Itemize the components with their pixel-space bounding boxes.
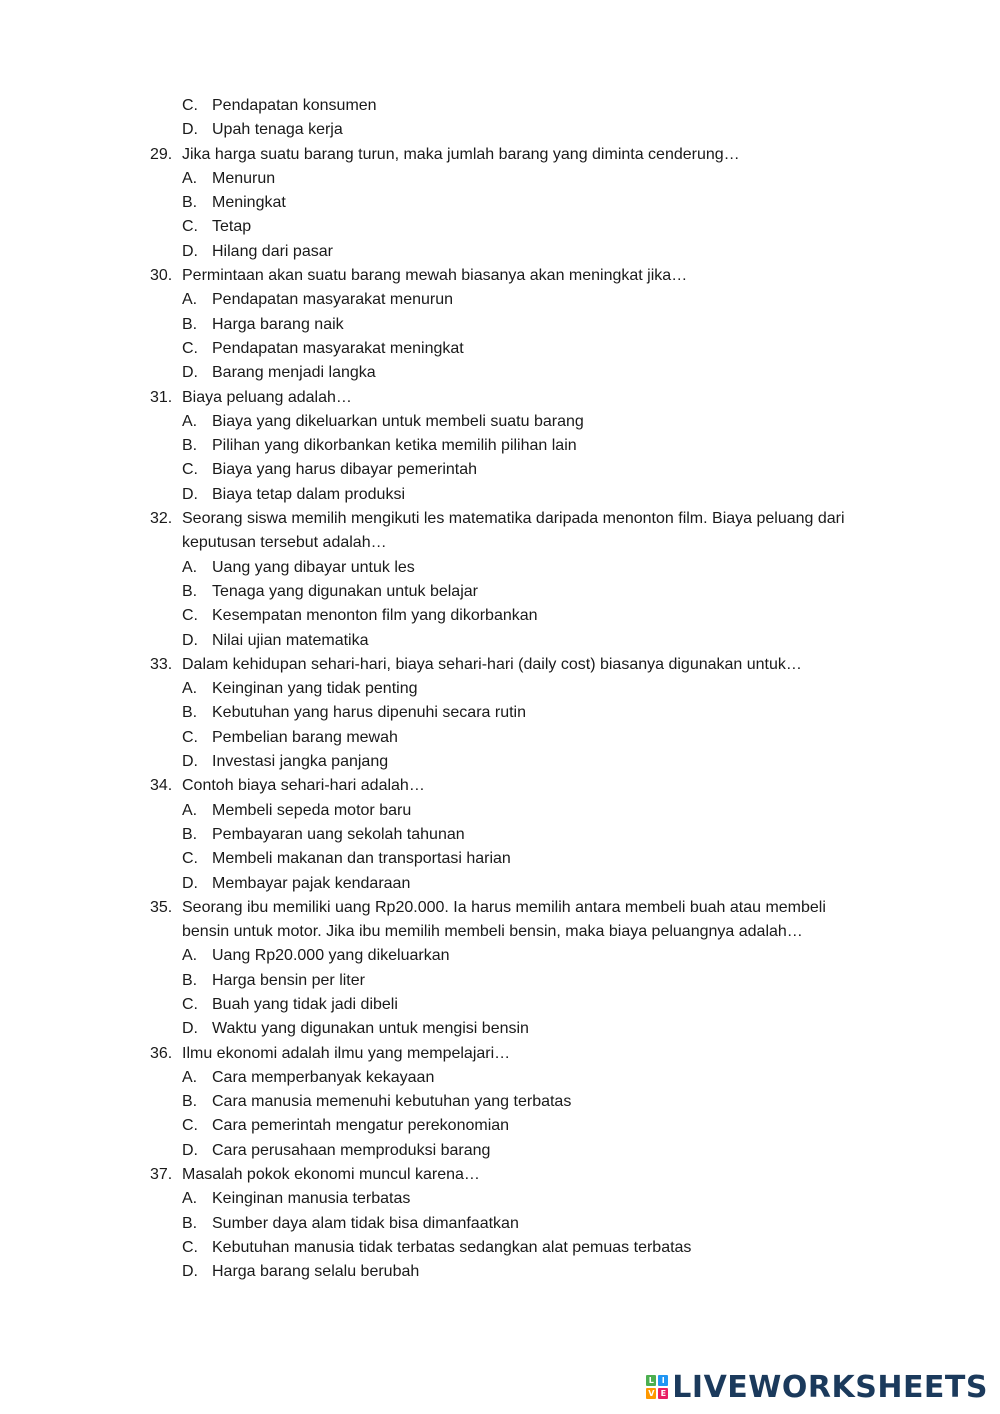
option-letter: C.: [182, 1117, 198, 1135]
option-letter: D.: [182, 242, 198, 260]
answer-option: [0, 629, 1000, 653]
option-text: Tetap: [212, 218, 252, 236]
answer-option: [0, 167, 1000, 191]
answer-option: [0, 483, 1000, 507]
option-text: Harga barang selalu berubah: [212, 1263, 420, 1281]
option-text: Pilihan yang dikorbankan ketika memilih pilihan lain: [212, 437, 577, 455]
answer-option: [0, 410, 1000, 434]
option-text: Cara manusia memenuhi kebutuhan yang terbatas: [212, 1093, 572, 1111]
answer-option: [0, 1017, 1000, 1041]
option-letter: D.: [182, 1020, 198, 1038]
option-text: Cara perusahaan memproduksi barang: [212, 1141, 491, 1159]
option-letter: B.: [182, 194, 198, 212]
question-text: keputusan tersebut adalah…: [182, 534, 387, 552]
option-letter: D.: [182, 753, 198, 771]
option-letter: A.: [182, 1190, 198, 1208]
option-text: Kesempatan menonton film yang dikorbankan: [212, 607, 538, 625]
question-text: Permintaan akan suatu barang mewah biasanya akan meningkat jika…: [182, 267, 688, 285]
answer-option: [0, 337, 1000, 361]
answer-option: [0, 94, 1000, 118]
question-continuation: [0, 920, 1000, 944]
option-text: Pendapatan konsumen: [212, 97, 377, 114]
question-text: Jika harga suatu barang turun, maka jumlah barang yang diminta cenderung…: [182, 145, 740, 163]
answer-option: [0, 458, 1000, 482]
answer-option: [0, 677, 1000, 701]
option-letter: A.: [182, 169, 198, 187]
option-text: Membeli makanan dan transportasi harian: [212, 850, 511, 868]
question-text: Masalah pokok ekonomi muncul karena…: [182, 1166, 480, 1184]
question-text: bensin untuk motor. Jika ibu memilih membeli bensin, maka biaya peluangnya adalah…: [182, 923, 803, 941]
question-number: 33.: [150, 655, 173, 673]
option-letter: C.: [182, 339, 198, 357]
answer-option: [0, 872, 1000, 896]
question: [0, 143, 1000, 167]
answer-option: [0, 1236, 1000, 1260]
answer-option: [0, 580, 1000, 604]
liveworksheets-logo-icon: [646, 1375, 668, 1399]
option-text: Harga barang naik: [212, 315, 344, 333]
option-letter: A.: [182, 680, 198, 698]
option-text: Uang Rp20.000 yang dikeluarkan: [212, 947, 450, 965]
option-text: Sumber daya alam tidak bisa dimanfaatkan: [212, 1214, 519, 1232]
option-letter: D.: [182, 1263, 198, 1281]
worksheet-page: [0, 94, 1000, 1285]
answer-option: [0, 1139, 1000, 1163]
option-text: Kebutuhan yang harus dipenuhi secara rutin: [212, 704, 526, 722]
logo-tile: L: [646, 1375, 656, 1386]
option-text: Keinginan yang tidak penting: [212, 680, 418, 698]
option-text: Harga bensin per liter: [212, 971, 365, 989]
option-text: Barang menjadi langka: [212, 364, 376, 382]
answer-option: [0, 750, 1000, 774]
option-letter: A.: [182, 947, 198, 965]
answer-option: [0, 1260, 1000, 1284]
option-text: Pendapatan masyarakat menurun: [212, 291, 454, 309]
logo-tile: E: [658, 1388, 668, 1399]
answer-option: [0, 1114, 1000, 1138]
option-letter: A.: [182, 291, 198, 309]
answer-option: [0, 799, 1000, 823]
question: [0, 896, 1000, 920]
question-number: 37.: [150, 1166, 173, 1184]
liveworksheets-brand[interactable]: [646, 1370, 988, 1404]
option-letter: C.: [182, 461, 198, 479]
option-text: Uang yang dibayar untuk les: [212, 558, 415, 576]
answer-option: [0, 118, 1000, 142]
option-letter: D.: [182, 874, 198, 892]
question: [0, 264, 1000, 288]
option-text: Pendapatan masyarakat meningkat: [212, 339, 464, 357]
answer-option: [0, 434, 1000, 458]
option-letter: B.: [182, 971, 198, 989]
answer-option: [0, 1066, 1000, 1090]
logo-tile: I: [658, 1375, 668, 1386]
answer-option: [0, 993, 1000, 1017]
answer-option: [0, 556, 1000, 580]
option-letter: A.: [182, 1068, 198, 1086]
option-text: Cara memperbanyak kekayaan: [212, 1068, 435, 1086]
option-letter: D.: [182, 631, 198, 649]
logo-tile: V: [648, 1389, 655, 1398]
option-text: Pembelian barang mewah: [212, 728, 398, 746]
option-letter: B.: [182, 704, 198, 722]
option-text: Keinginan manusia terbatas: [212, 1190, 411, 1208]
option-letter: C.: [182, 850, 198, 868]
option-letter: D.: [182, 121, 198, 139]
option-text: Menurun: [212, 169, 276, 187]
answer-option: [0, 847, 1000, 871]
question-number: 36.: [150, 1044, 173, 1062]
answer-option: [0, 313, 1000, 337]
question: [0, 507, 1000, 531]
option-letter: D.: [182, 364, 198, 382]
option-text: Biaya yang harus dibayar pemerintah: [212, 461, 478, 479]
option-letter: C.: [182, 728, 198, 746]
option-letter: C.: [182, 1238, 198, 1256]
option-letter: B.: [182, 582, 198, 600]
option-letter: D.: [182, 1141, 198, 1159]
question-number: 32.: [150, 510, 173, 528]
option-letter: B.: [182, 825, 198, 843]
answer-option: [0, 240, 1000, 264]
answer-option: [0, 604, 1000, 628]
option-text: Buah yang tidak jadi dibeli: [212, 995, 398, 1013]
option-letter: B.: [182, 1214, 198, 1232]
answer-option: [0, 1187, 1000, 1211]
question: [0, 774, 1000, 798]
option-text: Kebutuhan manusia tidak terbatas sedangkan alat pemuas terbatas: [212, 1238, 692, 1256]
option-letter: A.: [182, 801, 198, 819]
question: [0, 653, 1000, 677]
answer-option: [0, 823, 1000, 847]
question-number: 34.: [150, 777, 173, 795]
option-text: Investasi jangka panjang: [212, 753, 389, 771]
question: [0, 386, 1000, 410]
option-text: Hilang dari pasar: [212, 242, 333, 260]
answer-option: [0, 1212, 1000, 1236]
option-letter: B.: [182, 437, 198, 455]
option-text: Upah tenaga kerja: [212, 121, 343, 139]
option-letter: B.: [182, 315, 198, 333]
brand-name: LIVEWORKSHEETS: [672, 1369, 988, 1405]
answer-option: [0, 215, 1000, 239]
option-letter: C.: [182, 97, 198, 114]
question: [0, 1163, 1000, 1187]
answer-option: [0, 288, 1000, 312]
question-text: Biaya peluang adalah…: [182, 388, 352, 406]
option-letter: D.: [182, 485, 198, 503]
answer-option: [0, 726, 1000, 750]
option-text: Membayar pajak kendaraan: [212, 874, 411, 892]
option-text: Cara pemerintah mengatur perekonomian: [212, 1117, 510, 1135]
option-letter: C.: [182, 218, 198, 236]
question-number: 30.: [150, 267, 173, 285]
option-letter: C.: [182, 607, 198, 625]
option-letter: B.: [182, 1093, 198, 1111]
question-text: Dalam kehidupan sehari-hari, biaya sehari-hari (daily cost) biasanya digunakan untuk…: [182, 655, 802, 673]
option-text: Pembayaran uang sekolah tahunan: [212, 825, 465, 843]
answer-option: [0, 969, 1000, 993]
question-number: 31.: [150, 388, 173, 406]
option-text: Tenaga yang digunakan untuk belajar: [212, 582, 478, 600]
answer-option: [0, 191, 1000, 215]
option-letter: A.: [182, 412, 198, 430]
question-continuation: [0, 531, 1000, 555]
question-text: Seorang siswa memilih mengikuti les matematika daripada menonton film. Biaya peluang dari: [182, 510, 845, 528]
option-letter: A.: [182, 558, 198, 576]
answer-option: [0, 944, 1000, 968]
question-number: 29.: [150, 145, 173, 163]
option-text: Biaya yang dikeluarkan untuk membeli suatu barang: [212, 412, 584, 430]
option-letter: C.: [182, 995, 198, 1013]
option-text: Nilai ujian matematika: [212, 631, 369, 649]
answer-option: [0, 361, 1000, 385]
option-text: Meningkat: [212, 194, 286, 212]
question-text: Contoh biaya sehari-hari adalah…: [182, 777, 425, 795]
question-text: Seorang ibu memiliki uang Rp20.000. Ia harus memilih antara membeli buah atau membeli: [182, 898, 826, 916]
answer-option: [0, 1090, 1000, 1114]
answer-option: [0, 701, 1000, 725]
question-number: 35.: [150, 898, 173, 916]
question: [0, 1042, 1000, 1066]
option-text: Waktu yang digunakan untuk mengisi bensin: [212, 1020, 529, 1038]
option-text: Membeli sepeda motor baru: [212, 801, 412, 819]
question-text: Ilmu ekonomi adalah ilmu yang mempelajari…: [182, 1044, 511, 1062]
option-text: Biaya tetap dalam produksi: [212, 485, 405, 503]
